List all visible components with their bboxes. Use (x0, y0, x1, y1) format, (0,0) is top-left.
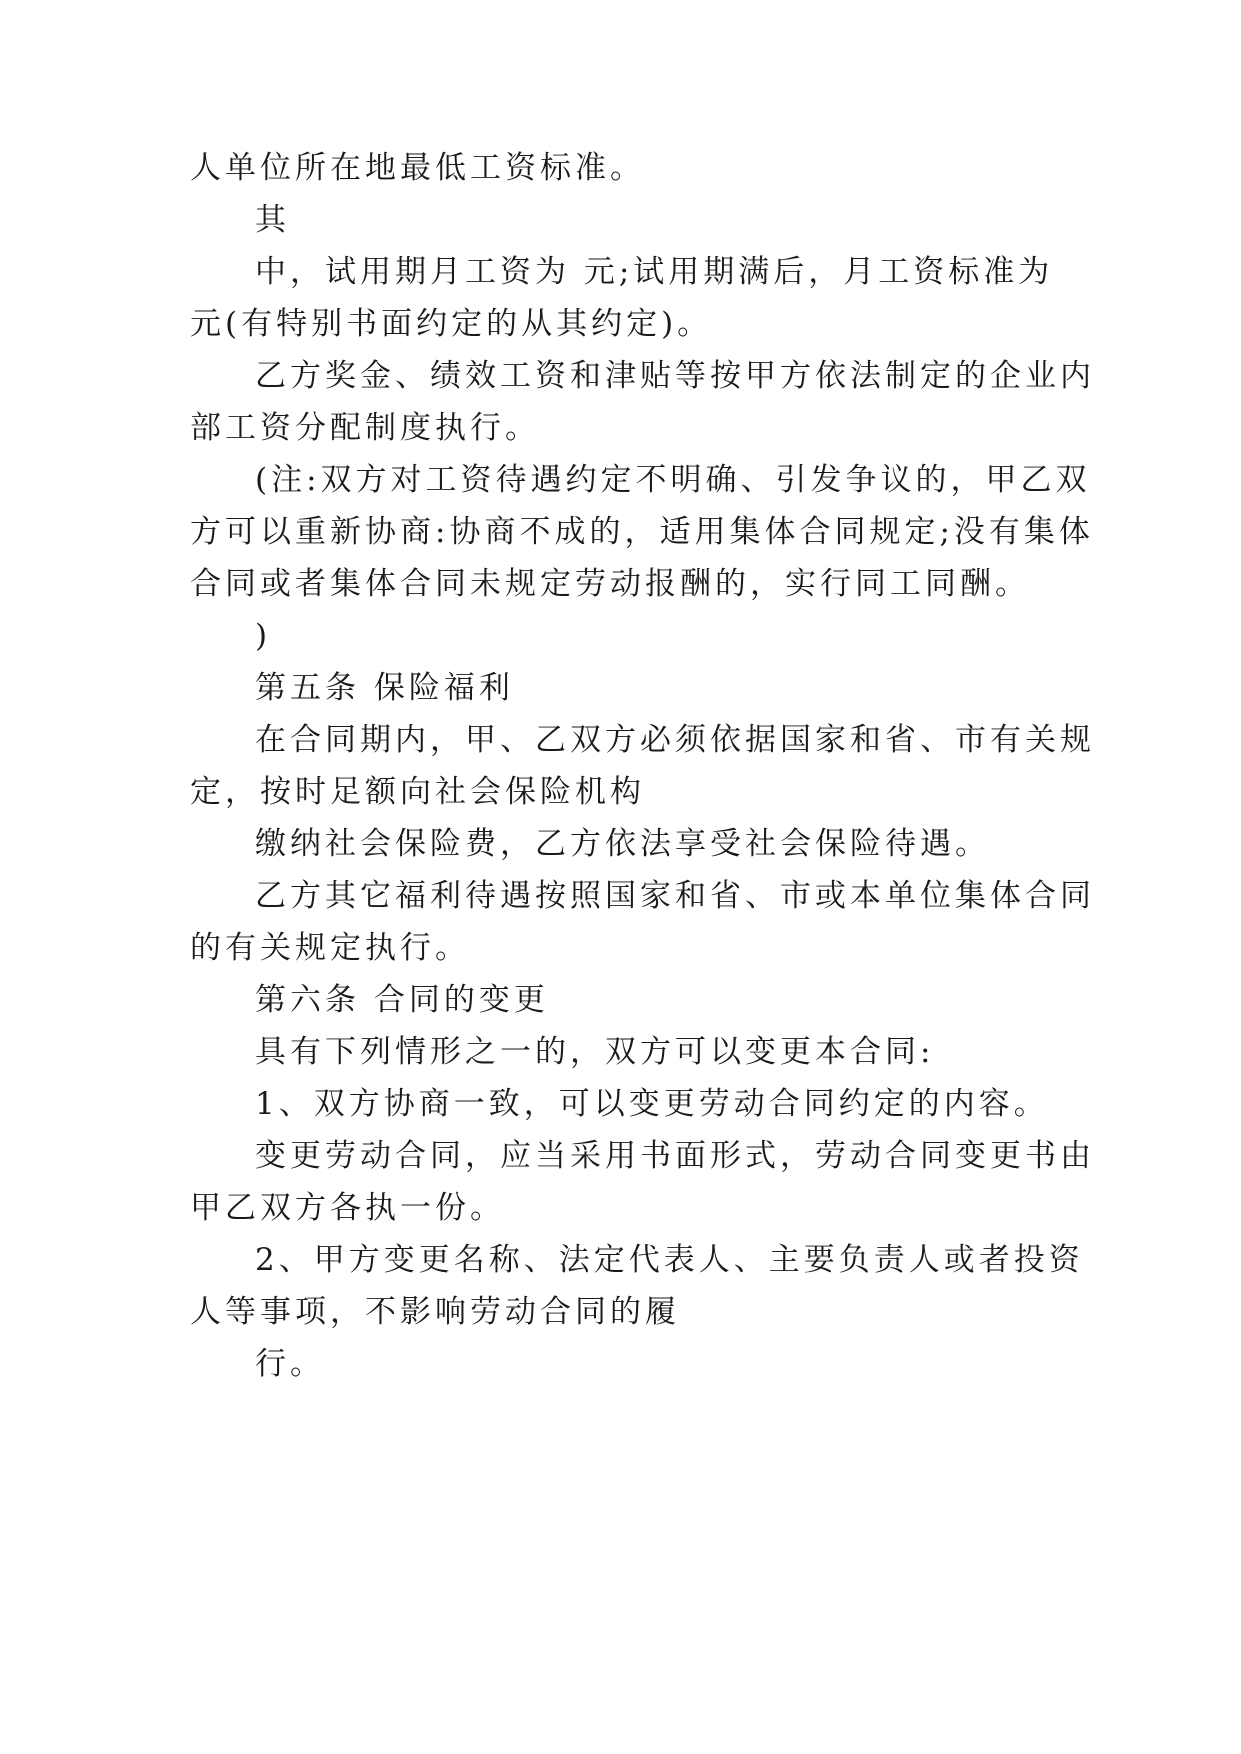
text-line: 的有关规定执行。 (190, 930, 470, 966)
text-line: 具有下列情形之一的，双方可以变更本合同: (255, 1034, 935, 1070)
text-line: 1、双方协商一致，可以变更劳动合同约定的内容。 (255, 1086, 1049, 1122)
text-line: 合同或者集体合同未规定劳动报酬的，实行同工同酬。 (190, 566, 1030, 602)
text-line: 变更劳动合同，应当采用书面形式，劳动合同变更书由 (255, 1138, 1095, 1174)
text-line: 乙方其它福利待遇按照国家和省、市或本单位集体合同 (255, 878, 1095, 914)
text-line: (注:双方对工资待遇约定不明确、引发争议的，甲乙双 (255, 462, 1091, 498)
text-line: 人单位所在地最低工资标准。 (190, 150, 645, 186)
text-line: 甲乙双方各执一份。 (190, 1190, 505, 1226)
section-heading: 第六条 合同的变更 (255, 982, 549, 1018)
section-heading: 第五条 保险福利 (255, 670, 514, 706)
text-line: 乙方奖金、绩效工资和津贴等按甲方依法制定的企业内 (255, 358, 1095, 394)
text-line: 元(有特别书面约定的从其约定)。 (190, 306, 713, 342)
text-line: 人等事项，不影响劳动合同的履 (190, 1294, 680, 1330)
text-line: 行。 (255, 1346, 325, 1382)
text-line: 部工资分配制度执行。 (190, 410, 540, 446)
text-line: ) (255, 618, 272, 654)
text-line: 方可以重新协商:协商不成的，适用集体合同规定;没有集体 (190, 514, 1094, 550)
text-line: 定，按时足额向社会保险机构 (190, 774, 645, 810)
text-line: 缴纳社会保险费，乙方依法享受社会保险待遇。 (255, 826, 990, 862)
text-line: 中，试用期月工资为 元;试用期满后，月工资标准为 (255, 254, 1054, 290)
text-line: 2、甲方变更名称、法定代表人、主要负责人或者投资 (255, 1242, 1084, 1278)
text-line: 在合同期内，甲、乙双方必须依据国家和省、市有关规 (255, 722, 1095, 758)
text-line: 其 (255, 202, 290, 238)
